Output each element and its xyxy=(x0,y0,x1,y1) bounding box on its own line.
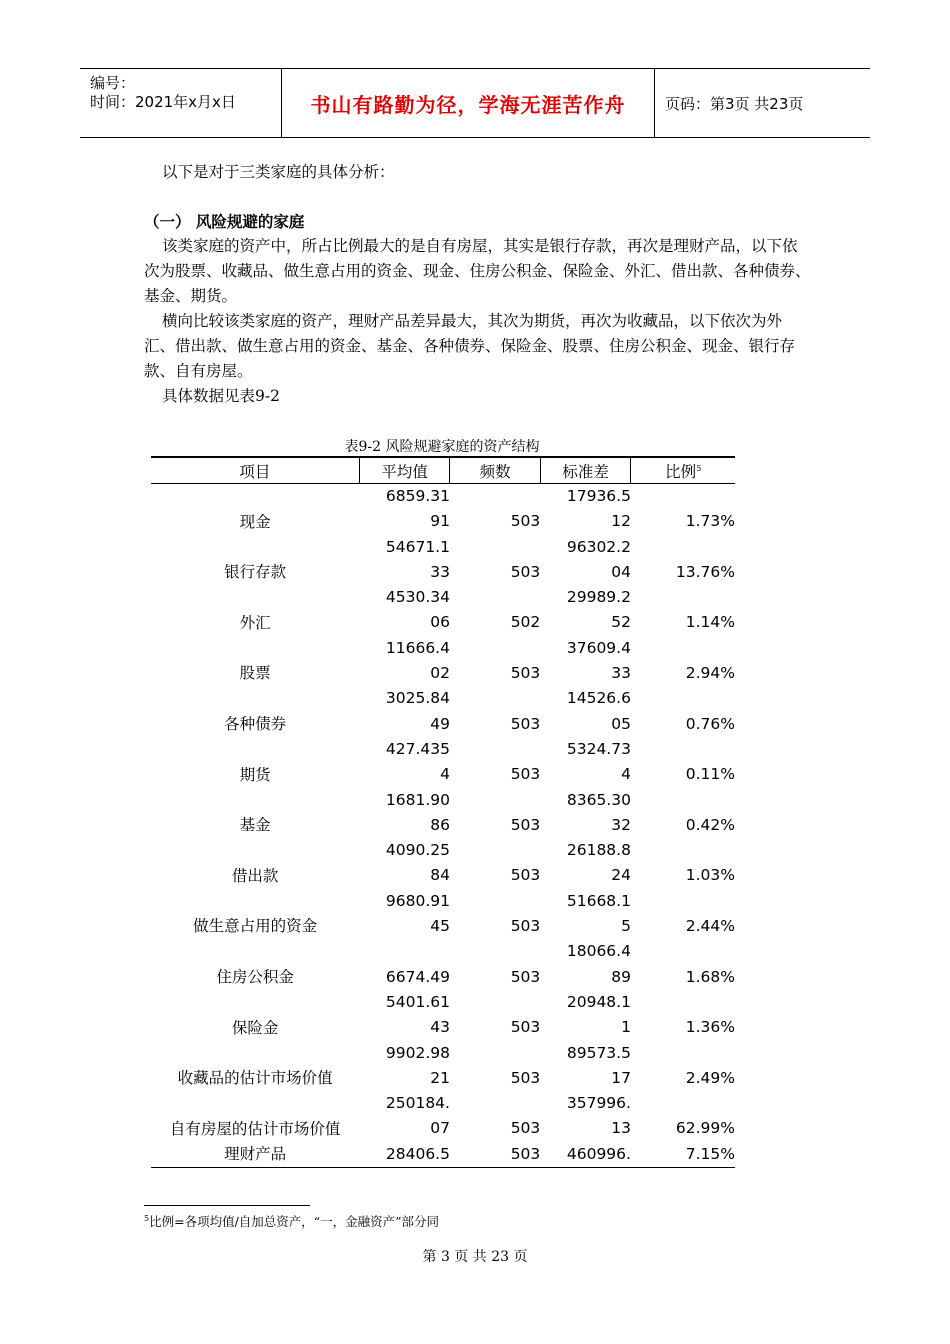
row-item-name: 做生意占用的资金 xyxy=(193,917,318,936)
header-motto-cell xyxy=(282,69,655,137)
col-sd: 标准差 xyxy=(540,457,631,484)
motto: 书山有路勤为径，学海无涯苦作舟 xyxy=(310,92,626,117)
mean-cell: 9902.98 21 xyxy=(385,1043,450,1087)
asset-table xyxy=(151,456,735,1168)
freq-cell: 503 xyxy=(510,866,541,885)
sd-cell: 51668.1 5 xyxy=(566,891,631,936)
table-row xyxy=(151,1091,735,1142)
ratio-cell: 1.73% xyxy=(685,512,735,531)
mean-cell: 28406.5 xyxy=(359,1142,450,1168)
sd-cell: 8365.30 32 xyxy=(566,790,631,834)
table-row xyxy=(151,788,735,839)
table-header-row xyxy=(151,457,735,484)
sd-cell: 29989.2 52 xyxy=(566,588,631,632)
freq-cell: 502 xyxy=(510,613,541,632)
sd-cell: 89573.5 17 xyxy=(566,1043,631,1087)
header-page-cell xyxy=(655,69,870,137)
sd-cell: 357996. 13 xyxy=(566,1094,631,1138)
table-row xyxy=(151,889,735,940)
table-row xyxy=(151,990,735,1041)
table-row xyxy=(151,686,735,737)
sd-cell: 14526.6 05 xyxy=(566,689,631,733)
freq-cell: 503 xyxy=(510,664,541,683)
header-meta-cell xyxy=(80,69,282,137)
table-row xyxy=(151,585,735,636)
section-heading: （一） 风险规避的家庭 xyxy=(144,212,305,231)
freq-cell: 503 xyxy=(510,1018,541,1037)
footnote-divider xyxy=(144,1205,310,1206)
mean-cell: 6674.49 xyxy=(385,967,450,986)
ratio-cell: 0.42% xyxy=(685,815,735,834)
sd-cell: 460996. xyxy=(540,1142,631,1168)
mean-cell: 4530.34 06 xyxy=(385,588,450,632)
row-item-name: 期货 xyxy=(239,765,271,784)
ratio-cell: 2.49% xyxy=(685,1068,735,1087)
mean-cell: 9680.91 45 xyxy=(385,891,450,936)
table-row xyxy=(151,535,735,586)
ratio-cell: 0.76% xyxy=(685,714,735,733)
ratio-cell: 2.94% xyxy=(685,664,735,683)
sd-cell: 37609.4 33 xyxy=(566,638,631,683)
paragraph-2: 横向比较该类家庭的资产，理财产品差异最大，其次为期货，再次为收藏品，以下依次为外汇、借出款、做生意占用的资金、基金、各种债券、保险金、股票、住房公积金、现金、银行存款、自有房屋。 xyxy=(144,312,796,380)
ratio-cell: 13.76% xyxy=(675,562,735,581)
sd-cell: 17936.5 12 xyxy=(566,487,631,531)
mean-cell: 427.435 4 xyxy=(385,739,450,784)
table-row xyxy=(151,484,735,535)
table-row xyxy=(151,838,735,889)
ratio-cell: 62.99% xyxy=(675,1119,735,1138)
freq-cell: 503 xyxy=(450,1142,540,1168)
ratio-cell: 2.44% xyxy=(685,917,735,936)
freq-cell: 503 xyxy=(510,967,541,986)
mean-cell: 4090.25 84 xyxy=(385,841,450,885)
number-label: 编号： xyxy=(90,74,136,92)
col-item: 项目 xyxy=(151,457,359,484)
row-item-name: 保险金 xyxy=(231,1018,279,1037)
sd-cell: 20948.1 1 xyxy=(566,992,631,1037)
time-label: 时间：2021年x月x日 xyxy=(90,93,236,111)
row-item-name: 住房公积金 xyxy=(216,967,294,986)
sd-cell: 5324.73 4 xyxy=(566,739,631,784)
ratio-cell: 1.68% xyxy=(685,967,735,986)
mean-cell: 1681.90 86 xyxy=(385,790,450,834)
ratio-cell: 1.03% xyxy=(685,866,735,885)
paragraph-1: 该类家庭的资产中，所占比例最大的是自有房屋，其实是银行存款，再次是理财产品，以下依次为股票、收藏品、做生意占用的资金、现金、住房公积金、保险金、外汇、借出款、各种债券、基金、期货。 xyxy=(144,237,811,305)
footnote: $^5$比例=各项均值/自加总资产，“一，金融资产”部分同 xyxy=(144,1213,440,1229)
freq-cell: 503 xyxy=(510,1119,541,1138)
row-item-name: 理财产品 xyxy=(151,1142,359,1168)
row-item-name: 自有房屋的估计市场价值 xyxy=(169,1119,341,1138)
freq-cell: 503 xyxy=(510,562,541,581)
sd-cell: 18066.4 89 xyxy=(566,942,631,986)
col-freq: 频数 xyxy=(450,457,540,484)
paragraph-3: 具体数据见表9-2 xyxy=(162,387,280,405)
table-row xyxy=(151,636,735,687)
row-item-name: 外汇 xyxy=(239,613,271,632)
mean-cell: 5401.61 43 xyxy=(385,992,450,1037)
col-mean: 平均值 xyxy=(359,457,450,484)
freq-cell: 503 xyxy=(510,1068,541,1087)
freq-cell: 503 xyxy=(510,512,541,531)
freq-cell: 503 xyxy=(510,714,541,733)
page-footer: 第 3 页 共 23 页 xyxy=(422,1249,528,1265)
ratio-cell: 1.36% xyxy=(685,1018,735,1037)
freq-cell: 503 xyxy=(510,815,541,834)
row-item-name: 银行存款 xyxy=(224,563,287,582)
table-row xyxy=(151,1142,735,1168)
mean-cell: 11666.4 02 xyxy=(385,638,450,683)
row-item-name: 借出款 xyxy=(231,866,279,885)
freq-cell: 503 xyxy=(510,765,541,784)
row-item-name: 现金 xyxy=(239,512,271,531)
ratio-cell: 0.11% xyxy=(685,765,735,784)
table-caption: 表9-2 风险规避家庭的资产结构 xyxy=(344,439,540,455)
page-header xyxy=(80,68,870,138)
table-row xyxy=(151,939,735,990)
col-ratio: 比例$^5$ xyxy=(631,457,735,484)
row-item-name: 收藏品的估计市场价值 xyxy=(177,1069,333,1088)
table-row xyxy=(151,737,735,788)
mean-cell: 54671.1 33 xyxy=(385,537,450,581)
sd-cell: 96302.2 04 xyxy=(566,537,631,581)
freq-cell: 503 xyxy=(510,917,541,936)
intro-text: 以下是对于三类家庭的具体分析： xyxy=(162,163,395,181)
ratio-cell: 1.14% xyxy=(685,613,735,632)
mean-cell: 6859.31 91 xyxy=(385,487,450,531)
row-item-name: 股票 xyxy=(239,664,271,683)
header-page-label: 页码：第3页 共23页 xyxy=(665,94,804,113)
sd-cell: 26188.8 24 xyxy=(566,841,631,885)
ratio-cell: 7.15% xyxy=(631,1142,735,1168)
mean-cell: 3025.84 49 xyxy=(385,689,450,733)
row-item-name: 各种债券 xyxy=(224,714,287,733)
row-item-name: 基金 xyxy=(239,816,271,835)
table-row xyxy=(151,1041,735,1092)
mean-cell: 250184. 07 xyxy=(385,1094,450,1138)
